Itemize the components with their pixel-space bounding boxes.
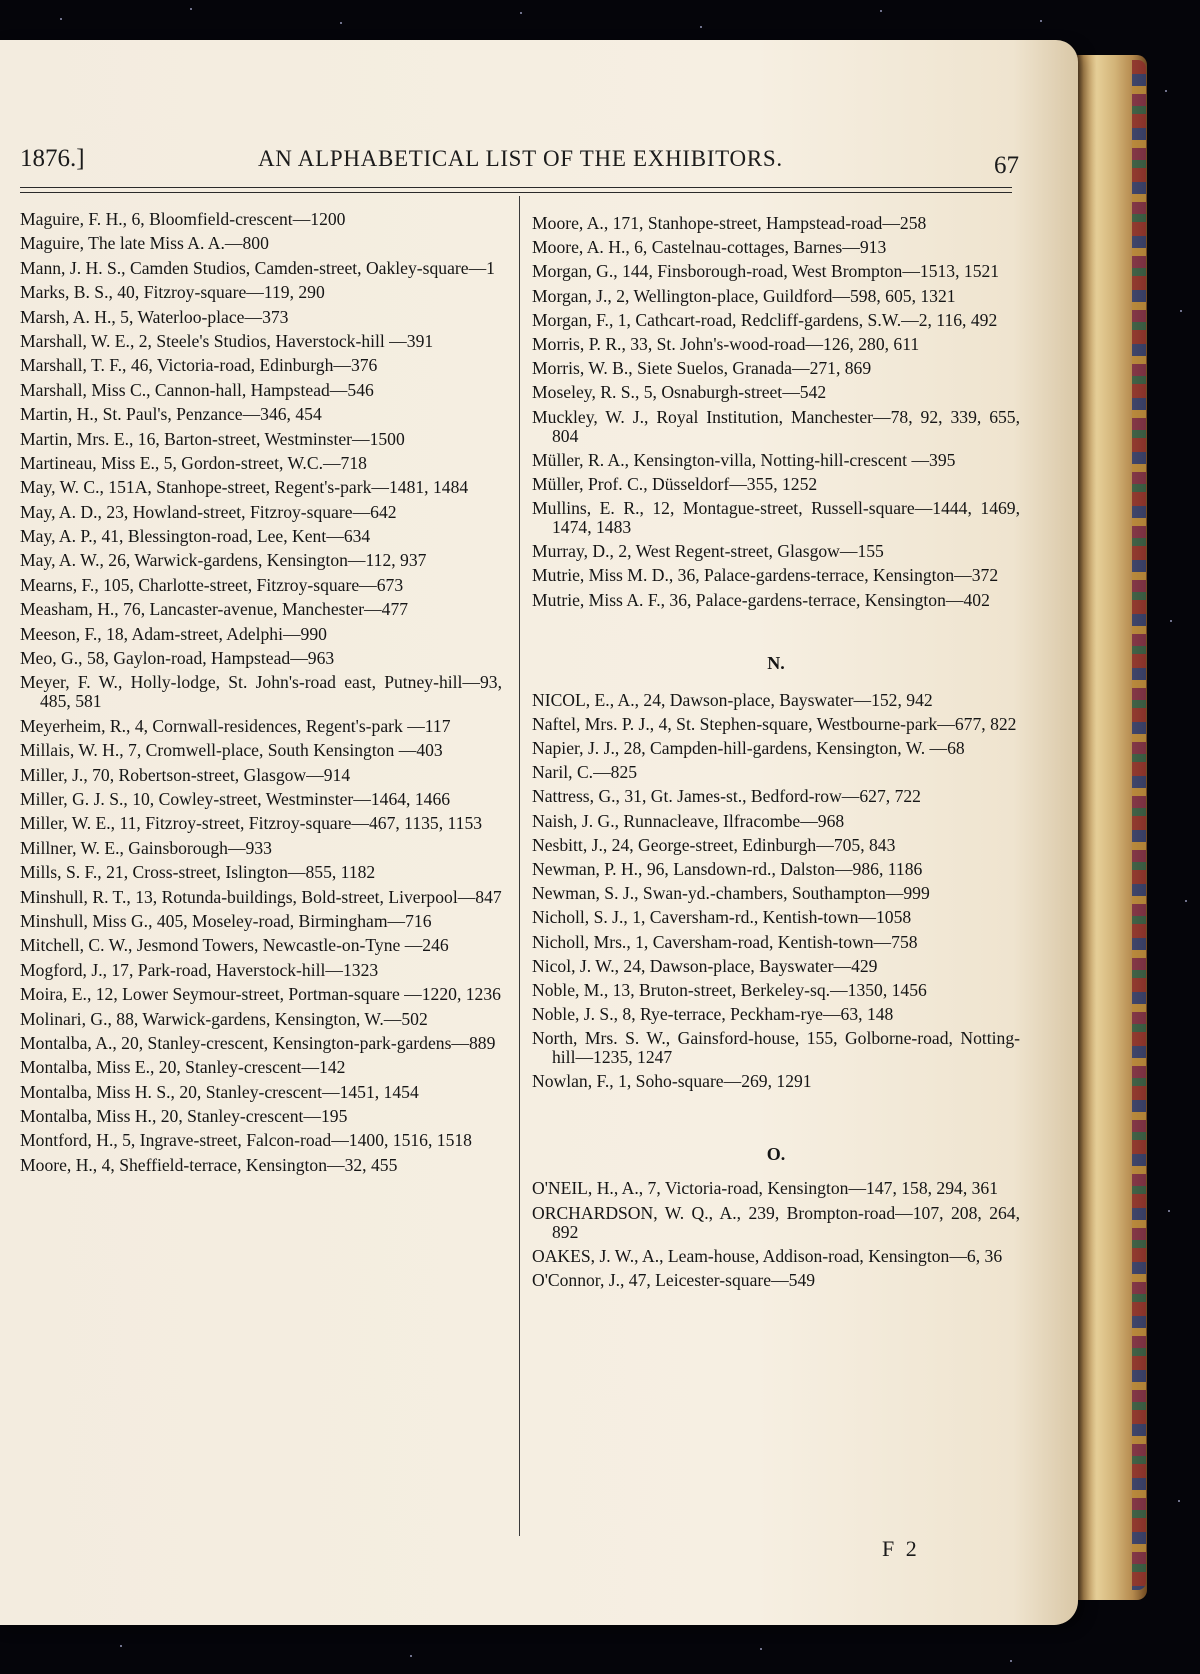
- exhibitor-entry: Morris, W. B., Siete Suelos, Granada—271, 869: [532, 358, 872, 379]
- left-column: [20, 210, 502, 1180]
- exhibitor-entry: Montalba, Miss H. S., 20, Stanley-crescent—1451, 1454: [20, 1081, 419, 1102]
- exhibitor-entry: Mearns, F., 105, Charlotte-street, Fitzroy-square—673: [20, 574, 404, 595]
- exhibitor-entry: May, A. D., 23, Howland-street, Fitzroy-square—642: [20, 501, 397, 522]
- exhibitor-entry: Nicholl, S. J., 1, Caversham-rd., Kentish-town—1058: [532, 907, 912, 928]
- exhibitor-entry: Muckley, W. J., Royal Institution, Manchester—78, 92, 339, 655, 804: [532, 406, 1020, 446]
- exhibitor-entry: Meo, G., 58, Gaylon-road, Hampstead—963: [20, 648, 335, 669]
- exhibitor-entry: Müller, Prof. C., Düsseldorf—355, 1252: [532, 473, 818, 494]
- exhibitor-entry: Mann, J. H. S., Camden Studios, Camden-street, Oakley-square—1: [20, 257, 495, 278]
- exhibitor-entry: Molinari, G., 88, Warwick-gardens, Kensington, W.—502: [20, 1008, 428, 1029]
- exhibitor-entry: Müller, R. A., Kensington-villa, Notting-hill-crescent —395: [532, 449, 956, 470]
- exhibitor-entry: Marshall, T. F., 46, Victoria-road, Edinburgh—376: [20, 355, 378, 376]
- exhibitor-entry: Montalba, A., 20, Stanley-crescent, Kensington-park-gardens—889: [20, 1032, 496, 1053]
- exhibitor-entry: May, A. W., 26, Warwick-gardens, Kensington—112, 937: [20, 550, 427, 571]
- exhibitor-entry: Martin, H., St. Paul's, Penzance—346, 454: [20, 404, 322, 425]
- exhibitor-entry: Martin, Mrs. E., 16, Barton-street, Westminster—1500: [20, 428, 405, 449]
- signature-mark: F 2: [882, 1536, 920, 1561]
- exhibitor-entry: Nattress, G., 31, Gt. James-st., Bedford-row—627, 722: [532, 786, 921, 807]
- section-heading-n: N.: [767, 652, 785, 673]
- exhibitor-entry: Millner, W. E., Gainsborough—933: [20, 837, 272, 858]
- exhibitor-entry: Morris, P. R., 33, St. John's-wood-road—126, 280, 611: [532, 333, 920, 354]
- exhibitor-entry: Miller, G. J. S., 10, Cowley-street, Westminster—1464, 1466: [20, 788, 451, 809]
- exhibitor-entry: Martineau, Miss E., 5, Gordon-street, W.C.—718: [20, 452, 367, 473]
- exhibitor-entry: Mutrie, Miss A. F., 36, Palace-gardens-terrace, Kensington—402: [532, 589, 990, 610]
- exhibitor-entry: Miller, J., 70, Robertson-street, Glasgow—914: [20, 764, 351, 785]
- exhibitor-entry: Montalba, Miss E., 20, Stanley-crescent—142: [20, 1057, 346, 1078]
- exhibitor-entry: Maguire, The late Miss A. A.—800: [20, 233, 269, 254]
- right-column: [532, 214, 1020, 1295]
- exhibitor-entry: Moira, E., 12, Lower Seymour-street, Portman-square —1220, 1236: [20, 984, 501, 1005]
- exhibitor-entry: Naril, C.—825: [532, 762, 638, 783]
- exhibitor-entry: Newman, S. J., Swan-yd.-chambers, Southampton—999: [532, 883, 930, 904]
- exhibitor-entry: Morgan, J., 2, Wellington-place, Guildford—598, 605, 1321: [532, 285, 956, 306]
- exhibitor-entry: Noble, M., 13, Bruton-street, Berkeley-sq.—1350, 1456: [532, 979, 927, 1000]
- exhibitor-entry: Meeson, F., 18, Adam-street, Adelphi—990: [20, 623, 327, 644]
- exhibitor-entry: Marshall, Miss C., Cannon-hall, Hampstead—546: [20, 379, 374, 400]
- exhibitor-entry: Newman, P. H., 96, Lansdown-rd., Dalston—986, 1186: [532, 858, 923, 879]
- marbled-edge: [1132, 60, 1146, 1590]
- header-rule-lower: [20, 192, 1012, 193]
- exhibitor-entry: Napier, J. J., 28, Campden-hill-gardens, Kensington, W. —68: [532, 738, 965, 758]
- exhibitor-entry: Mills, S. F., 21, Cross-street, Islington—855, 1182: [20, 862, 376, 883]
- exhibitor-entry: O'Connor, J., 47, Leicester-square—549: [532, 1270, 816, 1290]
- exhibitor-entry: Montford, H., 5, Ingrave-street, Falcon-road—1400, 1516, 1518: [20, 1130, 472, 1151]
- exhibitor-entry: Nicol, J. W., 24, Dawson-place, Bayswater—429: [532, 955, 878, 976]
- exhibitor-entry: Meyerheim, R., 4, Cornwall-residences, Regent's-park —117: [20, 715, 451, 736]
- running-head-year: 1876.]: [20, 145, 85, 172]
- exhibitor-entry: Mogford, J., 17, Park-road, Haverstock-hill—1323: [20, 959, 379, 980]
- exhibitor-entry: ORCHARDSON, W. Q., A., 239, Brompton-road—107, 208, 264, 892: [532, 1202, 1020, 1242]
- exhibitor-entry: Maguire, F. H., 6, Bloomfield-crescent—1200: [20, 209, 346, 229]
- exhibitor-entry: Naftel, Mrs. P. J., 4, St. Stephen-square, Westbourne-park—677, 822: [532, 713, 1017, 734]
- exhibitor-entry: Moore, H., 4, Sheffield-terrace, Kensington—32, 455: [20, 1154, 398, 1175]
- exhibitor-entry: OAKES, J. W., A., Leam-house, Addison-road, Kensington—6, 36: [532, 1245, 1003, 1266]
- exhibitor-entry: Murray, D., 2, West Regent-street, Glasgow—155: [532, 541, 884, 562]
- exhibitor-entry: Nicholl, Mrs., 1, Caversham-road, Kentish-town—758: [532, 931, 918, 952]
- exhibitor-entry: Morgan, F., 1, Cathcart-road, Redcliff-gardens, S.W.—2, 116, 492: [532, 309, 998, 330]
- exhibitor-entry: Moore, A., 171, Stanhope-street, Hampstead-road—258: [532, 213, 927, 233]
- exhibitor-entry: Mutrie, Miss M. D., 36, Palace-gardens-terrace, Kensington—372: [532, 565, 999, 586]
- exhibitor-entry: Mitchell, C. W., Jesmond Towers, Newcastle-on-Tyne —246: [20, 935, 449, 956]
- exhibitor-entry: Morgan, G., 144, Finsborough-road, West Brompton—1513, 1521: [532, 261, 1000, 282]
- section-heading-o: O.: [766, 1144, 786, 1165]
- exhibitor-entry: Miller, W. E., 11, Fitzroy-street, Fitzroy-square—467, 1135, 1153: [20, 813, 483, 834]
- exhibitor-entry: May, A. P., 41, Blessington-road, Lee, Kent—634: [20, 526, 371, 547]
- exhibitor-entry: O'NEIL, H., A., 7, Victoria-road, Kensington—147, 158, 294, 361: [532, 1178, 999, 1199]
- exhibitor-entry: Marsh, A. H., 5, Waterloo-place—373: [20, 306, 289, 327]
- exhibitor-entry: Meyer, F. W., Holly-lodge, St. John's-road east, Putney-hill—93, 485, 581: [20, 672, 502, 712]
- running-head-title: AN ALPHABETICAL LIST OF THE EXHIBITORS.: [258, 146, 783, 171]
- exhibitor-entry: Marshall, W. E., 2, Steele's Studios, Haverstock-hill —391: [20, 330, 434, 351]
- exhibitor-entry: May, W. C., 151A, Stanhope-street, Regent's-park—1481, 1484: [20, 477, 469, 498]
- exhibitor-entry: Nesbitt, J., 24, George-street, Edinburgh—705, 843: [532, 834, 896, 855]
- exhibitor-entry: Measham, H., 76, Lancaster-avenue, Manchester—477: [20, 599, 409, 620]
- exhibitor-entry: North, Mrs. S. W., Gainsford-house, 155, Golborne-road, Notting-hill—1235, 1247: [532, 1028, 1020, 1068]
- column-divider: [519, 196, 520, 1536]
- exhibitor-entry: Minshull, R. T., 13, Rotunda-buildings, Bold-street, Liverpool—847: [20, 886, 502, 907]
- exhibitor-entry: Marks, B. S., 40, Fitzroy-square—119, 290: [20, 282, 325, 303]
- header-rule-upper: [20, 187, 1012, 188]
- exhibitor-entry: Montalba, Miss H., 20, Stanley-crescent—195: [20, 1106, 348, 1127]
- exhibitor-entry: Moore, A. H., 6, Castelnau-cottages, Barnes—913: [532, 237, 887, 258]
- page-number: 67: [994, 152, 1019, 179]
- exhibitor-entry: NICOL, E., A., 24, Dawson-place, Bayswater—152, 942: [532, 689, 933, 710]
- exhibitor-entry: Moseley, R. S., 5, Osnaburgh-street—542: [532, 382, 827, 403]
- exhibitor-entry: Millais, W. H., 7, Cromwell-place, South Kensington —403: [20, 740, 443, 761]
- exhibitor-entry: Noble, J. S., 8, Rye-terrace, Peckham-rye—63, 148: [532, 1004, 894, 1025]
- exhibitor-entry: Naish, J. G., Runnacleave, Ilfracombe—968: [532, 810, 845, 831]
- exhibitor-entry: Mullins, E. R., 12, Montague-street, Russell-square—1444, 1469, 1474, 1483: [532, 498, 1020, 538]
- exhibitor-entry: Nowlan, F., 1, Soho-square—269, 1291: [532, 1071, 812, 1092]
- exhibitor-entry: Minshull, Miss G., 405, Moseley-road, Birmingham—716: [20, 910, 432, 931]
